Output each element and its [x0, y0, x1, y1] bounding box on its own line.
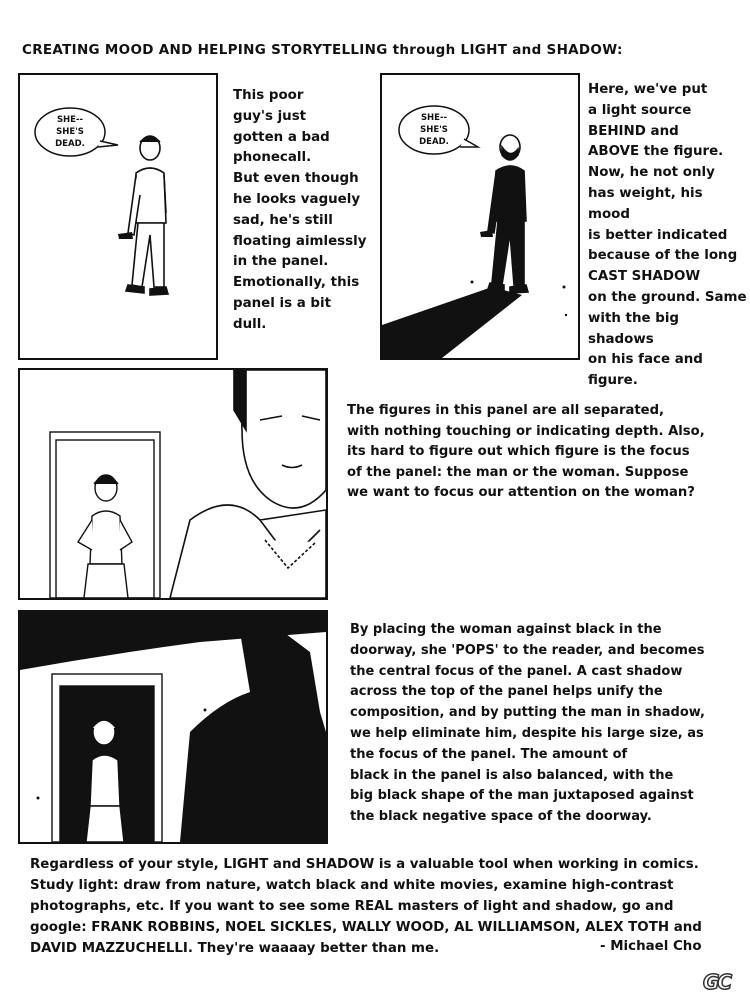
caption-4: By placing the woman against black in the doorway, she 'POPS' to the reader, and becomes the central focus of the panel. A cast shadow across the top of the panel helps unify the composition, and by putting the man in shadow, we help eliminate him, despite his large size, as the focus of the panel. The amount of black in the panel is also balanced, with the big black shape of the man juxtaposed against the black negative space of the doorway. — [350, 622, 705, 825]
panel-3 — [18, 368, 328, 600]
caption-2: Here, we've put a light source BEHIND and ABOVE the figure. Now, he not only has weight, his mood is better indicated because of the long CAST SHADOW on the ground. Same with the big shadows on his face and figure. — [588, 82, 747, 389]
man-figure — [126, 136, 168, 295]
gc-logo: GC — [703, 970, 731, 994]
caption-1: This poor guy's just gotten a bad phonecall. But even though he looks vaguely sad, he's still floating aimlessly in the panel. Emotionally, this panel is a bit dull. — [233, 88, 367, 332]
balloon-line-3: DEAD. — [55, 139, 85, 149]
man-figure-shadowed — [488, 135, 528, 293]
caption-3: The figures in this panel are all separated, with nothing touching or indicating depth. Also, its hard to figure out which figure is the focus of the panel: the man or the woman. Suppose we want to focus our attention on the woman? — [347, 403, 705, 501]
panel-4 — [18, 610, 328, 844]
balloon-line-1: SHE-- — [56, 115, 84, 125]
woman-figure — [78, 475, 132, 598]
man-silhouette — [180, 622, 326, 842]
page-title: CREATING MOOD AND HELPING STORYTELLING through LIGHT and SHADOW: — [22, 42, 623, 58]
panel-2-illustration — [382, 75, 578, 358]
balloon-line-1: SHE-- — [420, 113, 448, 123]
closing-text: Regardless of your style, LIGHT and SHADOW is a valuable tool when working in comics. Study light: draw from nature, watch black and white movies, examine high-contrast photographs, etc. If you want to see some REAL masters of light and shadow, go and google: FRANK ROBBINS, NOEL SICKLES, WALLY WOOD, AL WILLIAMSON, ALEX TOTH and DAVID MAZZUCHELLI. They're waaaay better than me. — [30, 857, 702, 956]
panel-1-illustration — [20, 75, 216, 358]
panel-4-illustration — [20, 612, 326, 842]
balloon-line-3: DEAD. — [419, 137, 449, 147]
panel-2 — [380, 73, 580, 360]
panel-3-illustration — [20, 370, 326, 598]
signature: - Michael Cho — [600, 939, 702, 954]
panel-1 — [18, 73, 218, 360]
balloon-line-2: SHE'S — [56, 127, 84, 137]
cast-shadow — [382, 287, 522, 358]
man-close-up — [170, 370, 326, 598]
balloon-line-2: SHE'S — [420, 125, 448, 135]
